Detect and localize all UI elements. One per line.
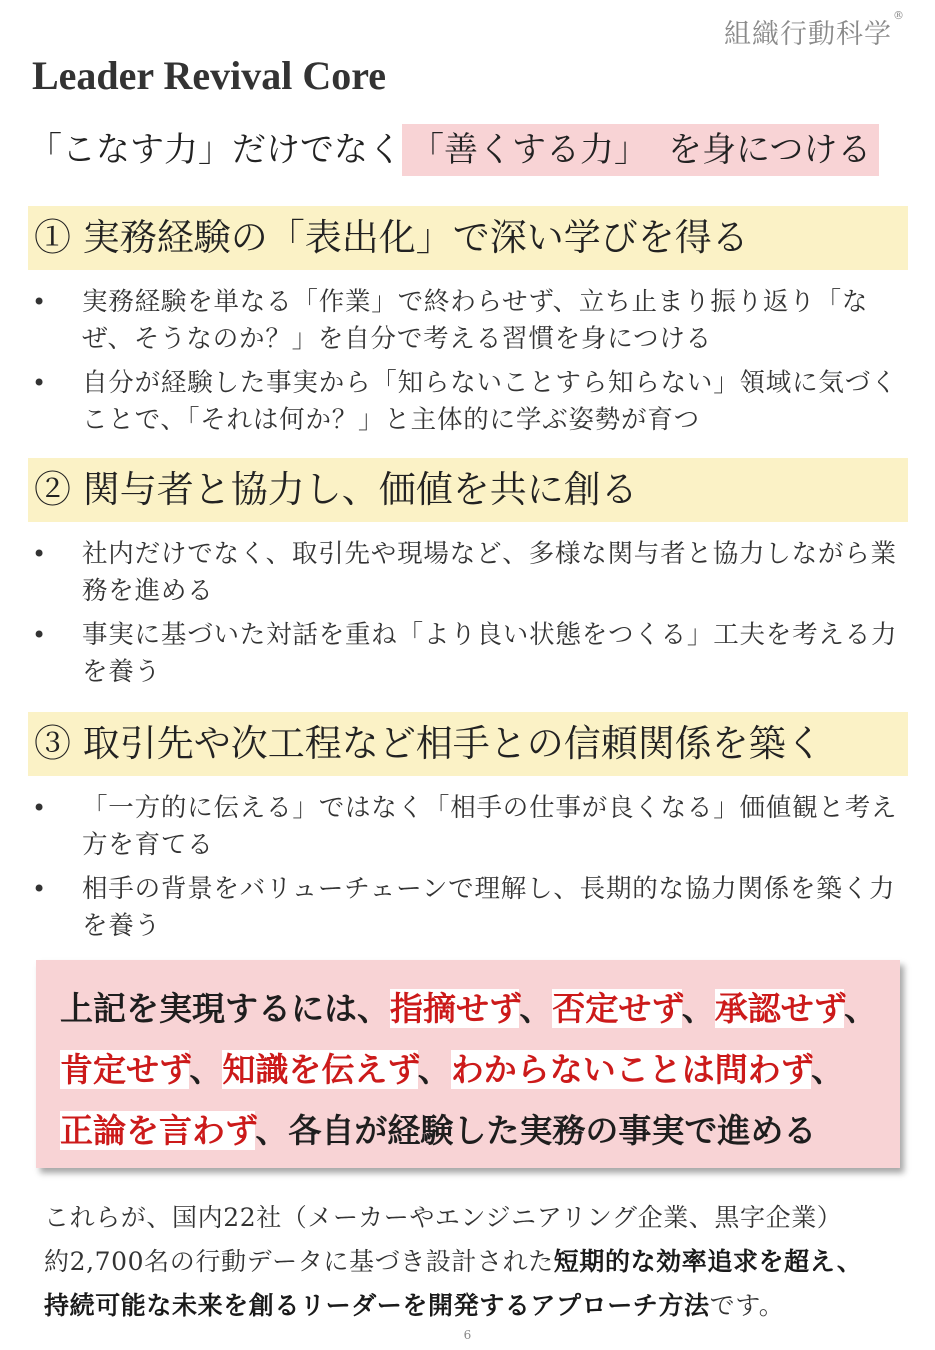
bullet-item: • 事実に基づいた対話を重ね「より良い状態をつくる」工夫を考える力を養う [28,617,908,691]
closing-line-2: 約2,700名の行動データに基づき設計された短期的な効率追求を超え、 [44,1247,863,1276]
closing-line-3: 持続可能な未来を創るリーダーを開発するアプローチ方法です。 [44,1291,785,1320]
closing-paragraph [44,1196,904,1328]
page-title: Leader Revival Core [32,53,387,98]
bullet-item: • 自分が経験した事実から「知らないことすら知らない」領域に気づくことで、「それは何か？」と主体的に学ぶ姿勢が育つ [28,365,908,439]
callout-keyword: わからないことは問わず [450,1050,812,1089]
tagline [28,124,879,176]
section-heading-3: ③ 取引先や次工程など相手との信頼関係を築く [28,712,908,776]
callout-keyword: 肯定せず [60,1050,190,1089]
section-heading-2: ② 関与者と協力し、価値を共に創る [28,458,908,522]
registered-mark: ® [893,9,905,22]
tagline-post: を身につける [656,124,879,176]
brand-logo [724,9,905,51]
section-bullets-1 [28,284,908,446]
tagline-pre: 「こなす力」だけでなく [28,130,402,170]
callout-keyword: 知識を伝えず [222,1050,418,1089]
bullet-item: • 実務経験を単なる「作業」で終わらせず、立ち止まり振り返り「なぜ、そうなのか？」を自分で考える習慣を身につける [28,284,908,358]
callout-line-2: 肯定せず、知識を伝えず、わからないことは問わず、 [60,1050,845,1089]
bullet-item: • 「一方的に伝える」ではなく「相手の仕事が良くなる」価値観と考え方を育てる [28,790,908,864]
callout-keyword: 正論を言わず [60,1111,256,1150]
brand-name: 組織行動科学 [724,19,892,50]
page-number: 6 [463,1328,472,1342]
section-bullets-3 [28,790,908,952]
tagline-highlight: 「善くする力」 [402,124,656,176]
callout-keyword: 指摘せず [390,989,520,1028]
callout-line-1: 上記を実現するには、指摘せず、否定せず、承認せず、 [60,989,878,1028]
section-heading-1: ① 実務経験の「表出化」で深い学びを得る [28,206,908,270]
callout-keyword: 承認せず [714,989,845,1028]
callout-keyword: 否定せず [552,989,682,1028]
bullet-item: • 社内だけでなく、取引先や現場など、多様な関与者と協力しながら業務を進める [28,536,908,610]
callout-line-3: 正論を言わず、各自が経験した実務の事実で進める [60,1111,817,1150]
section-bullets-2 [28,536,908,698]
closing-line-1: これらが、国内22社（メーカーやエンジニアリング企業、黒字企業） [44,1203,843,1232]
bullet-item: • 相手の背景をバリューチェーンで理解し、長期的な協力関係を築く力を養う [28,871,908,945]
callout-box [36,960,900,1168]
